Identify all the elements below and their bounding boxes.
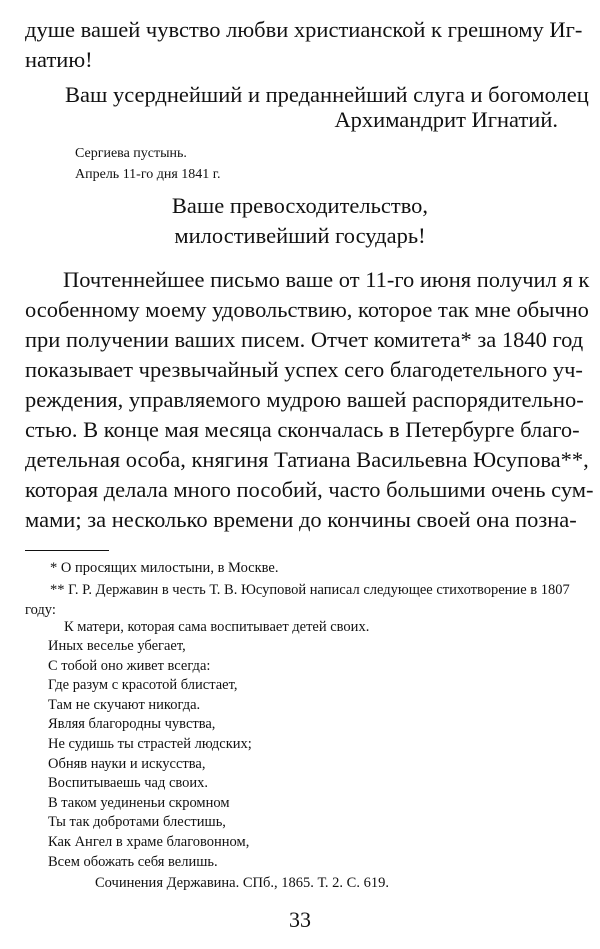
body-line: которая делала много пособий, часто большими очень сум-	[25, 477, 594, 502]
body-line: стью. В конце мая месяца скончалась в Петербурге благо-	[25, 417, 580, 442]
poem-line: Где разум с красотой блистает,	[48, 677, 238, 694]
poem-line: С тобой оно живет всегда:	[48, 657, 211, 674]
body-line: реждения, управляемого мудрою вашей распорядительно-	[25, 387, 584, 412]
footnote-2-line-2: году:	[25, 602, 56, 618]
body-line: особенному моему удовольствию, которое так мне обычно	[25, 297, 589, 322]
letter-end-line-2: натию!	[25, 47, 93, 72]
dateline-place: Сергиева пустынь.	[75, 146, 187, 161]
poem-line: Иных веселье убегает,	[48, 638, 186, 654]
body-line: при получении ваших писем. Отчет комитета* за 1840 год	[25, 327, 584, 352]
footnote-1: * О просящих милостыни, в Москве.	[50, 560, 279, 576]
footnote-divider	[25, 550, 109, 551]
body-line: мами; за несколько времени до кончины своей она позна-	[25, 507, 577, 532]
poem-line: Являя благородны чувства,	[48, 716, 216, 733]
letter-end-line-1: душе вашей чувство любви христианской к грешному Иг-	[25, 17, 583, 42]
poem-line: Не судишь ты страстей людских;	[48, 736, 252, 752]
signature-closing: Ваш усерднейший и преданнейший слуга и богомолец	[65, 82, 589, 107]
body-line: детельная особа, княгиня Татиана Васильевна Юсупова**,	[25, 447, 589, 472]
body-line: Почтеннейшее письмо ваше от 11-го июня получил я к	[63, 267, 590, 292]
page-number: 33	[289, 907, 311, 932]
poem-line: Воспитываешь чад своих.	[48, 775, 209, 792]
poem-line: Всем обожать себя велишь.	[48, 853, 218, 870]
dateline-date: Апрель 11-го дня 1841 г.	[75, 167, 221, 182]
footnote-2-line-1: ** Г. Р. Державин в честь Т. В. Юсуповой написал следующее стихотворение в 1807	[50, 582, 570, 598]
poem-line: Там не скучают никогда.	[48, 696, 201, 713]
poem-line: Как Ангел в храме благовонном,	[48, 834, 250, 850]
poem-line: В таком уединеньи скромном	[48, 794, 230, 811]
body-line: показывает чрезвычайный успех сего благодетельного уч-	[25, 357, 583, 382]
poem-line: Обняв науки и искусства,	[48, 755, 206, 772]
salutation-line-2: милостивейший государь!	[174, 223, 426, 248]
poem-line: Ты так добротами блестишь,	[48, 814, 226, 831]
poem-title: К матери, которая сама воспитывает детей своих.	[64, 619, 370, 635]
signature-name: Архимандрит Игнатий.	[334, 107, 558, 132]
poem-source: Сочинения Державина. СПб., 1865. Т. 2. С. 619.	[95, 875, 389, 892]
salutation-line-1: Ваше превосходительство,	[171, 193, 429, 218]
